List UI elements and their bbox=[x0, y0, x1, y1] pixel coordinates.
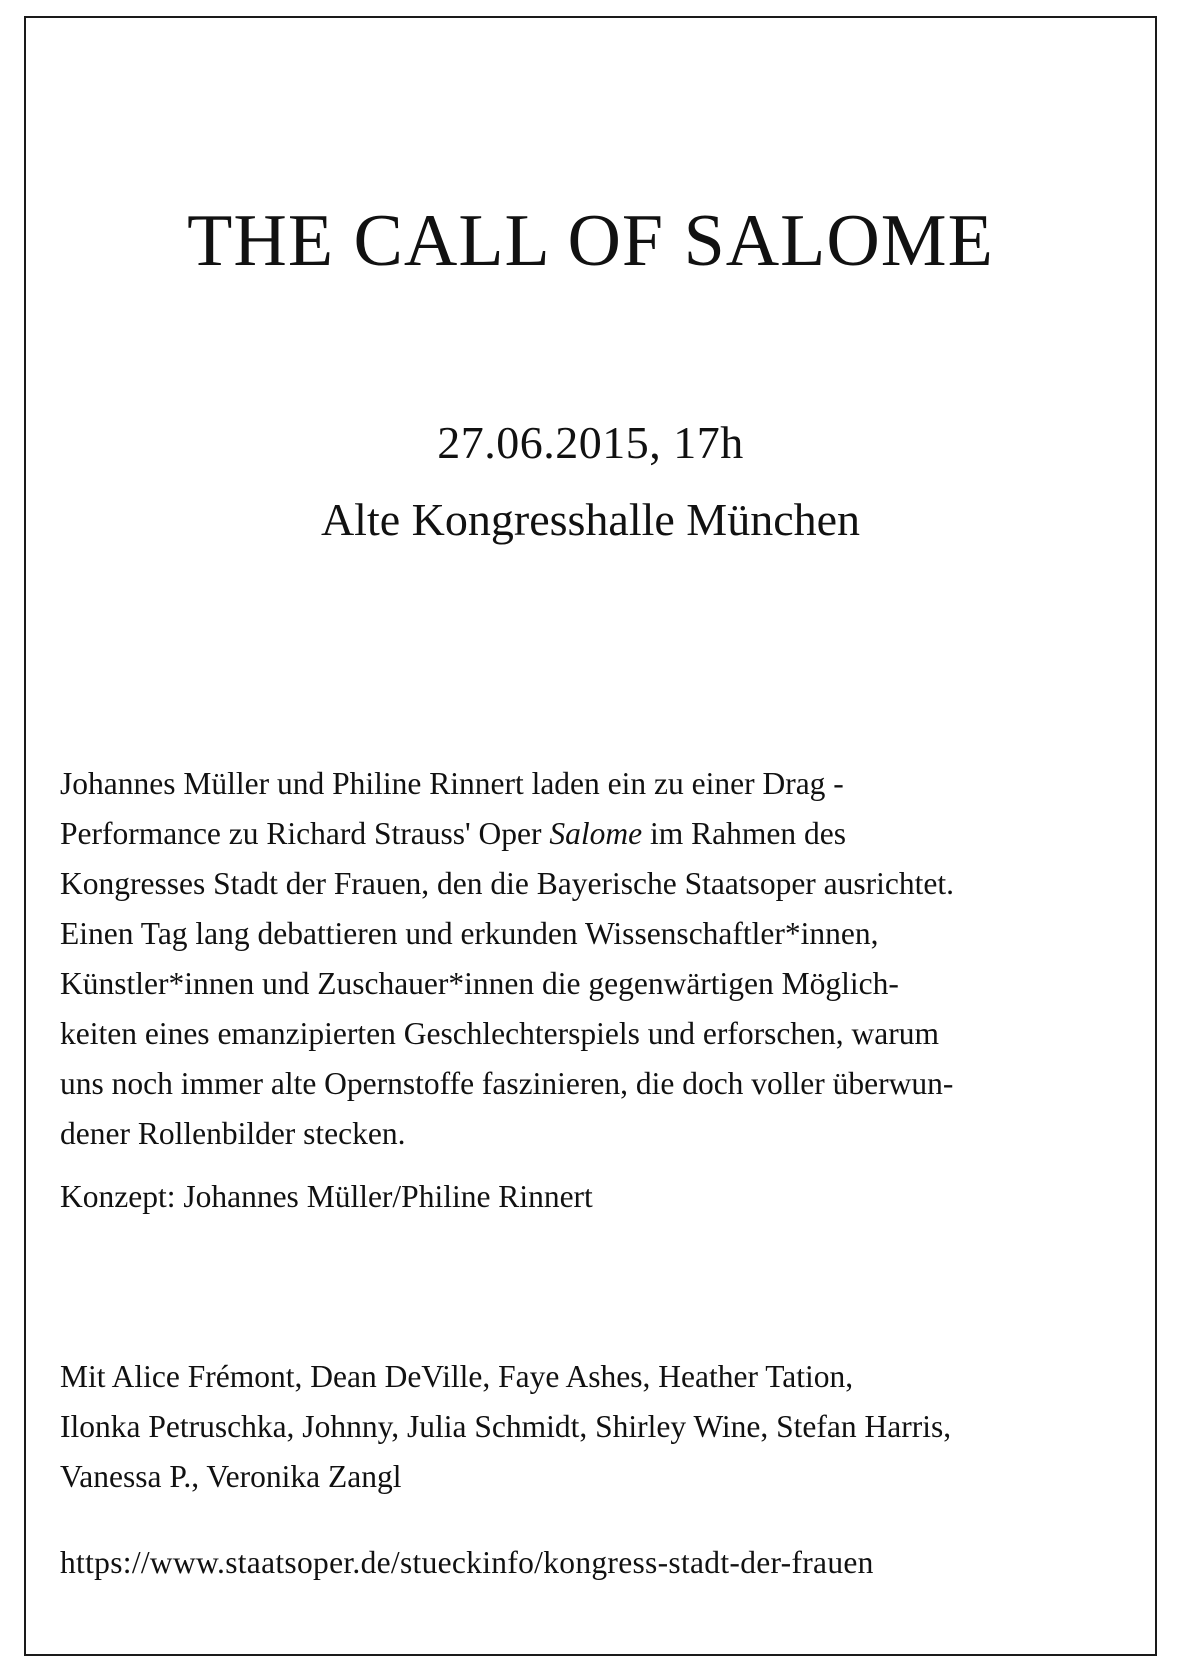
description-line bbox=[60, 809, 1150, 859]
description-line: Künstler*innen und Zuschauer*innen die gegenwärtigen Möglich- bbox=[60, 966, 899, 1001]
description-paragraph bbox=[60, 759, 1150, 1159]
opera-title: Salome bbox=[549, 816, 643, 851]
info-url[interactable]: https://www.staatsoper.de/stueckinfo/kongress-stadt-der-frauen bbox=[60, 1545, 874, 1580]
description-text: Performance zu Richard Strauss' Oper bbox=[60, 816, 550, 851]
cast-line: Ilonka Petruschka, Johnny, Julia Schmidt, Shirley Wine, Stefan Harris, bbox=[60, 1409, 952, 1444]
concept-credit: Konzept: Johannes Müller/Philine Rinnert bbox=[60, 1179, 593, 1214]
cast-list bbox=[60, 1352, 951, 1502]
description-line: Kongresses Stadt der Frauen, den die Bayerische Staatsoper ausrichtet. bbox=[60, 866, 954, 901]
description-line: uns noch immer alte Opernstoffe faszinieren, die doch voller überwun- bbox=[60, 1066, 954, 1101]
cast-line: Vanessa P., Veronika Zangl bbox=[60, 1459, 402, 1494]
description-line: dener Rollenbilder stecken. bbox=[60, 1116, 406, 1151]
event-date-time: 27.06.2015, 17h bbox=[437, 417, 744, 468]
description-text: im Rahmen des bbox=[642, 816, 846, 851]
event-venue: Alte Kongresshalle München bbox=[320, 494, 861, 545]
description-line: keiten eines emanzipierten Geschlechterspiels und erforschen, warum bbox=[60, 1016, 940, 1051]
description-line: Johannes Müller und Philine Rinnert laden ein zu einer Drag - bbox=[60, 766, 844, 801]
cast-line: Mit Alice Frémont, Dean DeVille, Faye Ashes, Heather Tation, bbox=[60, 1359, 854, 1394]
page-title: THE CALL OF SALOME bbox=[187, 200, 994, 282]
description-line: Einen Tag lang debattieren und erkunden Wissenschaftler*innen, bbox=[60, 916, 879, 951]
